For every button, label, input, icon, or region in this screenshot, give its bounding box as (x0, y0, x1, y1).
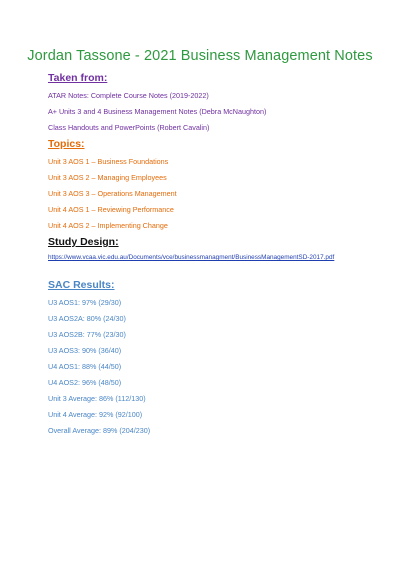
sac-result-item: U3 AOS1: 97% (29/30) (48, 298, 122, 307)
study-design-link[interactable]: https://www.vcaa.vic.edu.au/Documents/vce/businessmanagment/BusinessManagementSD-2017.pdf (48, 254, 335, 261)
sac-result-item: U3 AOS2A: 80% (24/30) (48, 314, 126, 323)
topic-item: Unit 4 AOS 2 – Implementing Change (48, 221, 168, 230)
sac-result-item: U4 AOS2: 96% (48/50) (48, 378, 122, 387)
source-item: Class Handouts and PowerPoints (Robert Cavalin) (48, 123, 210, 132)
source-item: ATAR Notes: Complete Course Notes (2019-2022) (48, 91, 209, 100)
unit3-average: Unit 3 Average: 86% (112/130) (48, 394, 146, 403)
topic-item: Unit 4 AOS 1 – Reviewing Performance (48, 205, 174, 214)
source-item: A+ Units 3 and 4 Business Management Notes (Debra McNaughton) (48, 107, 267, 116)
topic-item: Unit 3 AOS 3 – Operations Management (48, 189, 177, 198)
overall-average: Overall Average: 89% (204/230) (48, 426, 151, 435)
sac-result-item: U3 AOS2B: 77% (23/30) (48, 330, 126, 339)
sac-results-heading: SAC Results: (48, 279, 115, 291)
document-title: Jordan Tassone - 2021 Business Management Notes (27, 48, 373, 64)
taken-from-heading: Taken from: (48, 72, 108, 84)
sac-result-item: U3 AOS3: 90% (36/40) (48, 346, 122, 355)
topic-item: Unit 3 AOS 1 – Business Foundations (48, 157, 169, 166)
topic-item: Unit 3 AOS 2 – Managing Employees (48, 173, 167, 182)
sac-result-item: U4 AOS1: 88% (44/50) (48, 362, 122, 371)
unit4-average: Unit 4 Average: 92% (92/100) (48, 410, 143, 419)
study-design-heading: Study Design: (48, 236, 119, 248)
topics-heading: Topics: (48, 138, 85, 150)
